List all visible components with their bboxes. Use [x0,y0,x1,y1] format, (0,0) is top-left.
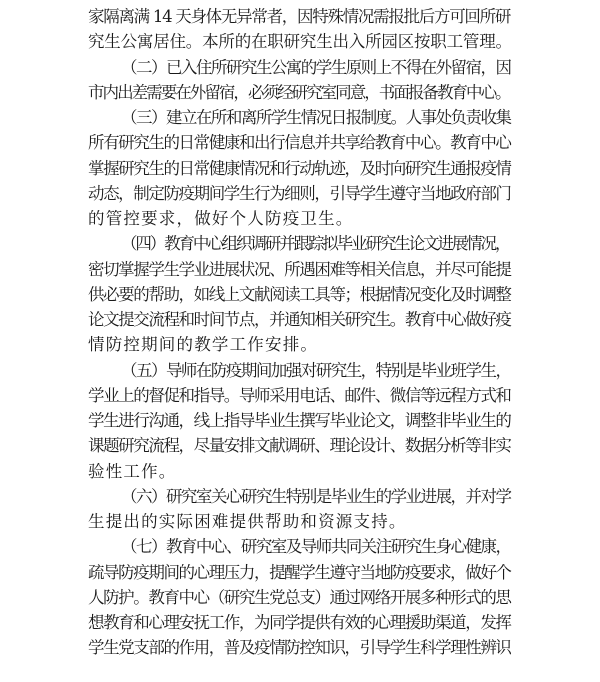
text-line: 的管控要求，做好个人防疫卫生。 [88,209,354,228]
text-line: 供必要的帮助，如线上文献阅读工具等；根据情况变化及时调整 [88,284,511,304]
text-line: （二）已入住所研究生公寓的学生原则上不得在外留宿，因 [121,57,511,77]
text-line: 生提出的实际困难提供帮助和资源支持。 [88,512,407,531]
text-line: 动态，制定防疫期间学生行为细则，引导学生遵守当地政府部门 [88,183,511,203]
text-line: 市内出差需要在外留宿，必须经研究室同意，书面报备教育中心。 [88,82,510,102]
text-line: 究生公寓居住。本所的在职研究生出入所园区按职工管理。 [88,32,512,52]
text-line: （六）研究室关心研究生特别是毕业生的学业进展，并对学 [121,486,511,506]
text-line: 课题研究流程，尽量安排文献调研、理论设计、数据分析等非实 [88,436,511,456]
text-line: 学生党支部的作用，普及疫情防控知识，引导学生科学理性辨识 [88,638,511,658]
text-line: 家隔离满 14 天身体无异常者，因特殊情况需报批后方可回所研 [88,7,511,26]
text-line: （七）教育中心、研究室及导师共同关注研究生身心健康， [121,537,511,557]
text-line: 论文提交流程和时间节点，并通知相关研究生。教育中心做好疫 [88,310,511,329]
text-line: 密切掌握学生学业进展状况、所遇困难等相关信息，并尽可能提 [88,259,511,279]
text-line: 疏导防疫期间的心理压力，提醒学生遵守当地防疫要求，做好个 [88,562,511,582]
text-line: （四）教育中心组织调研并跟踪拟毕业研究生论文进展情况， [121,234,510,254]
text-line: 学生进行沟通，线上指导毕业生撰写毕业论文，调整非毕业生的 [88,411,511,430]
text-line: 掌握研究生的日常健康情况和行动轨迹，及时向研究生通报疫情 [88,158,511,178]
text-line: （五）导师在防疫期间加强对研究生，特别是毕业班学生， [121,360,511,380]
text-line: 学业上的督促和指导。导师采用电话、邮件、微信等远程方式和 [88,385,511,405]
text-line: 想教育和心理安抚工作，为同学提供有效的心理援助渠道，发挥 [88,613,511,632]
text-line: （三）建立在所和离所学生情况日报制度。人事处负责收集 [121,108,511,127]
text-line: 所有研究生的日常健康和出行信息并共享给教育中心。教育中心 [88,133,511,153]
text-line: 情防控期间的教学工作安排。 [88,335,319,355]
text-line: 人防护。教育中心（研究生党总支）通过网络开展多种形式的思 [88,587,511,607]
text-line: 验性工作。 [88,461,177,481]
